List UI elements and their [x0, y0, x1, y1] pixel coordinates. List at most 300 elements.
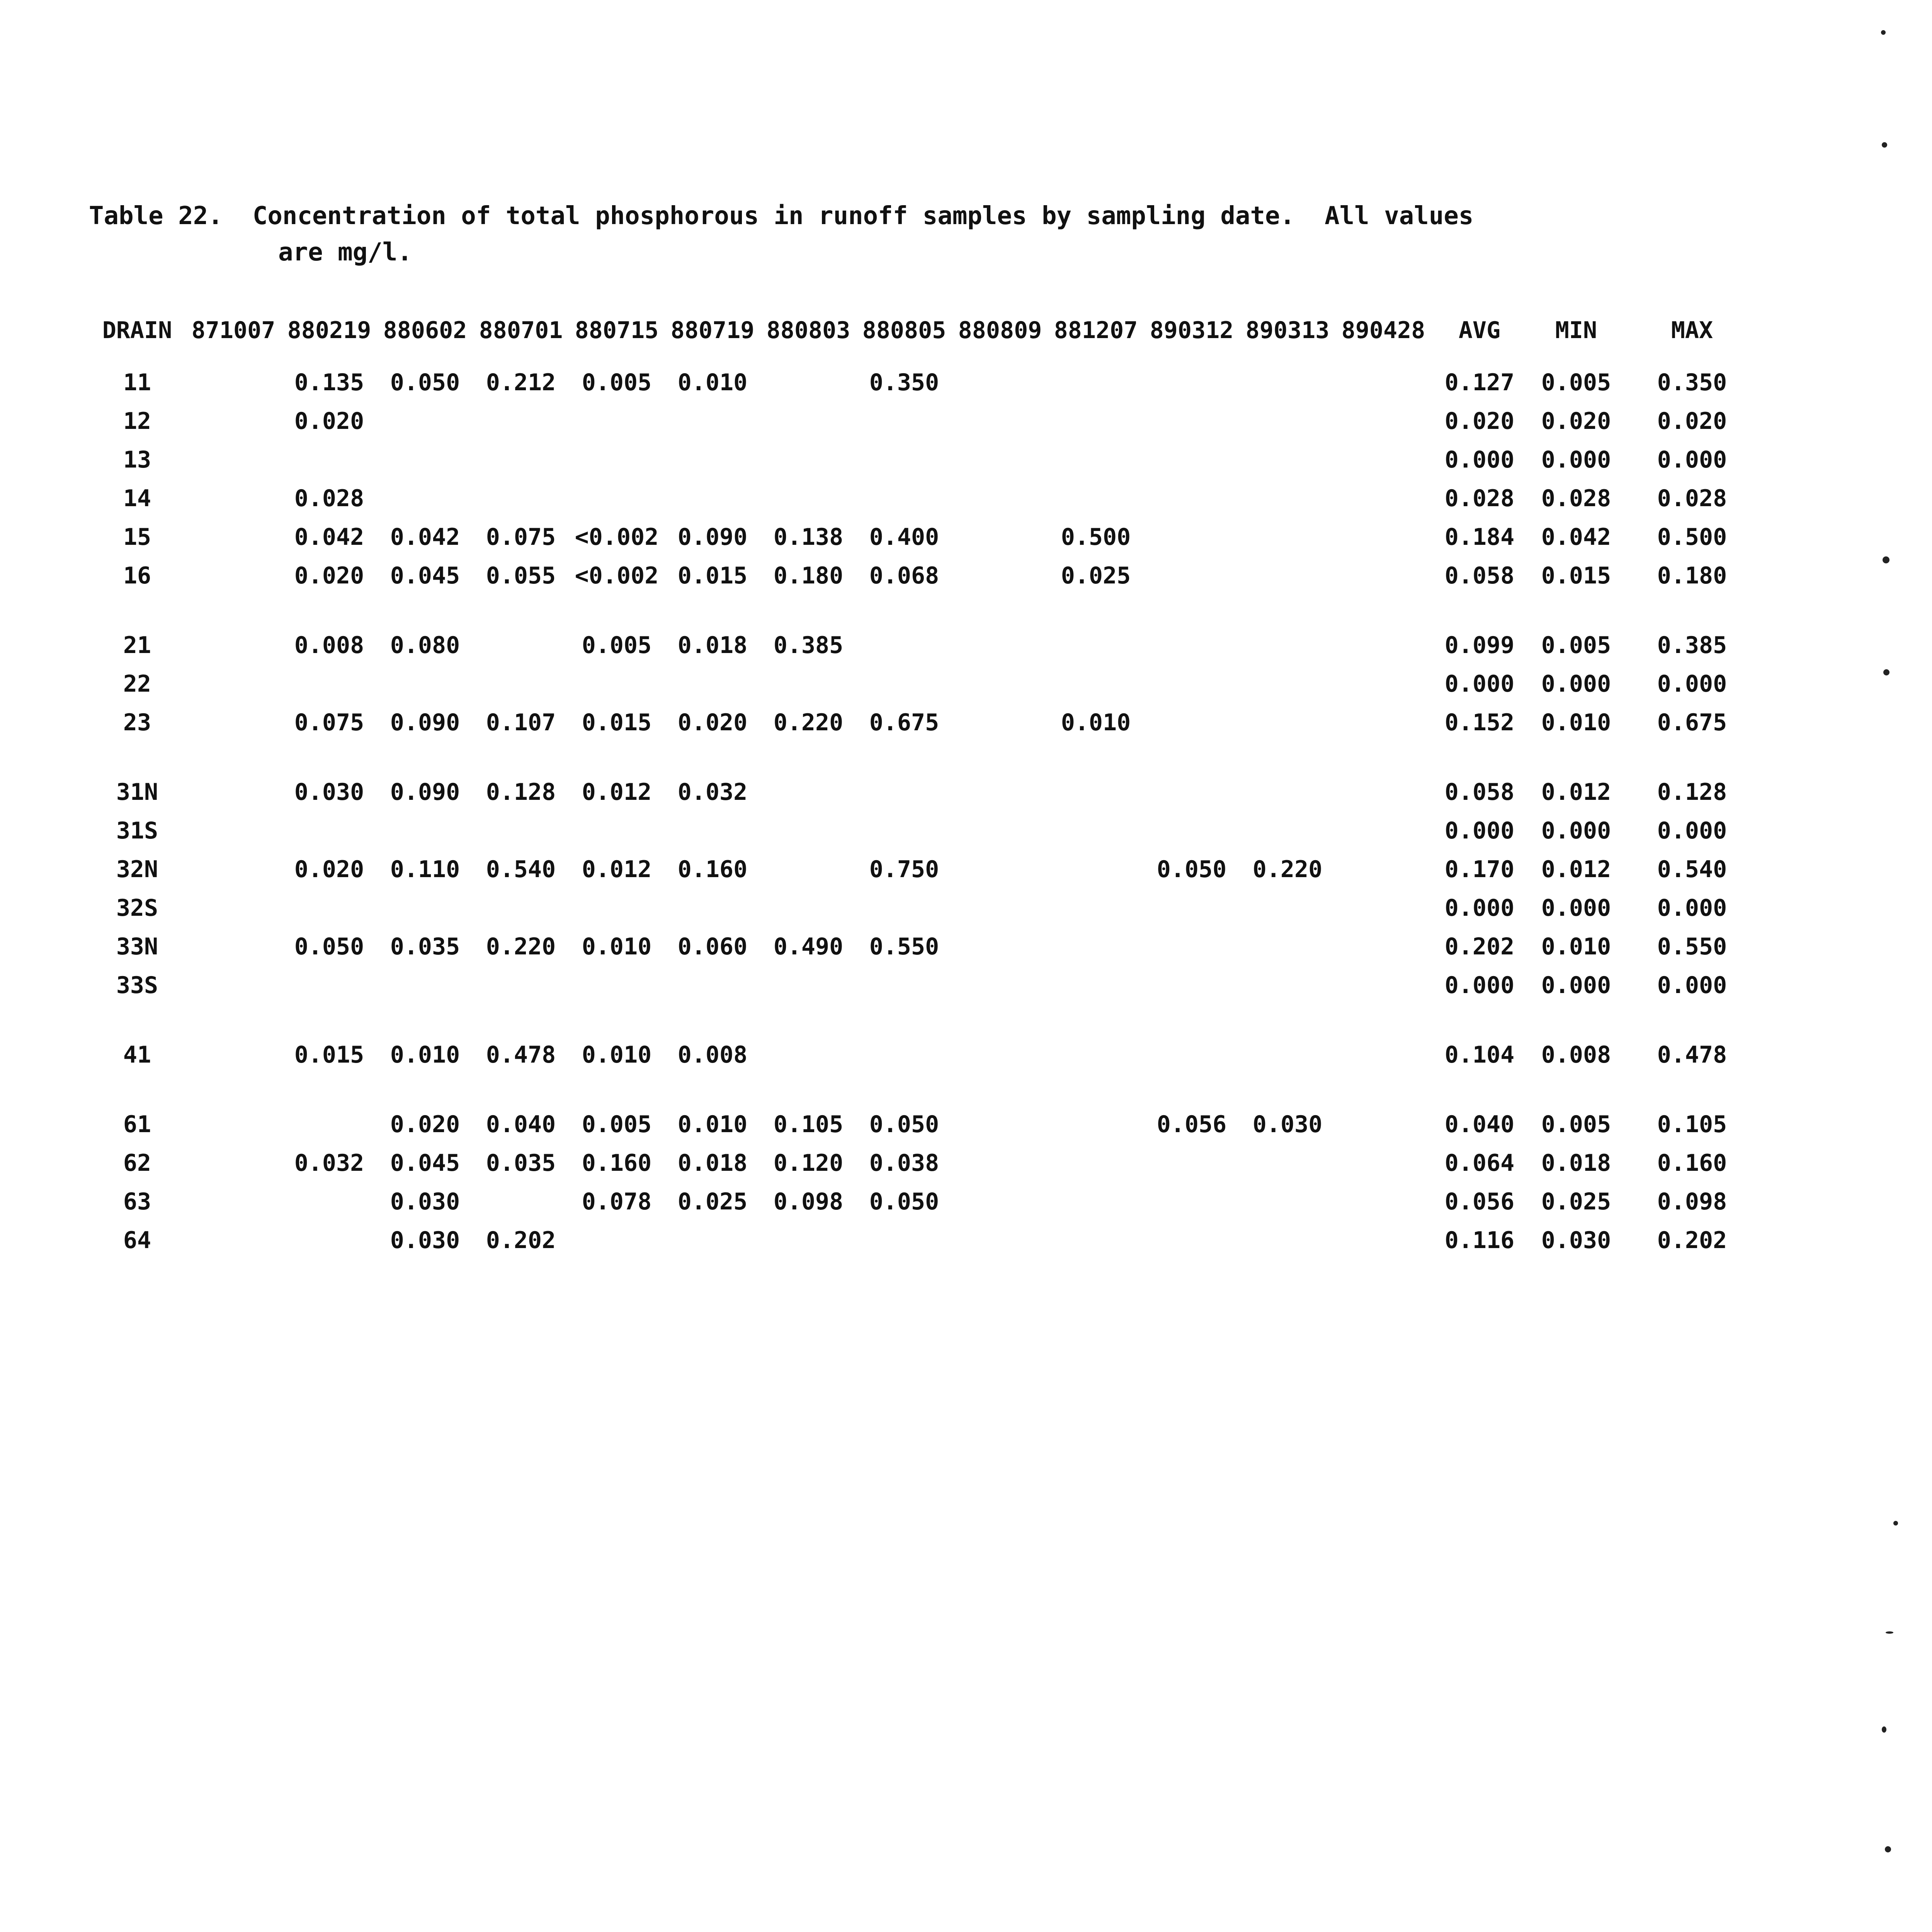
table-row — [89, 927, 1760, 966]
drain-id-cell: 11 — [123, 369, 151, 396]
value-cell — [856, 479, 952, 518]
value-cell: 0.180 — [773, 562, 844, 589]
value-cell: 0.000 — [1444, 446, 1515, 473]
value-cell — [185, 966, 281, 1005]
value-cell: 0.050 — [869, 1188, 939, 1215]
value-cell: 0.010 — [582, 1041, 652, 1068]
value-cell: 0.010 — [390, 1041, 460, 1068]
value-cell — [569, 966, 665, 1005]
value-cell — [1144, 966, 1240, 1005]
value-cell — [473, 1182, 569, 1221]
value-cell — [665, 402, 760, 440]
value-cell — [185, 626, 281, 665]
value-cell — [473, 966, 569, 1005]
scan-speck — [1885, 1846, 1891, 1852]
value-cell: 0.090 — [677, 524, 748, 551]
column-header-890312: 890312 — [1150, 317, 1234, 344]
value-cell — [760, 811, 856, 850]
value-cell: 0.105 — [1657, 1111, 1727, 1138]
value-cell — [1144, 773, 1240, 811]
value-cell — [1240, 665, 1335, 703]
value-cell — [952, 850, 1048, 889]
drain-id-cell: 33N — [116, 933, 158, 960]
value-cell — [1335, 966, 1431, 1005]
value-cell — [569, 811, 665, 850]
value-cell: 0.110 — [390, 856, 460, 883]
value-cell — [1240, 440, 1335, 479]
value-cell — [1048, 927, 1144, 966]
scan-speck — [1881, 30, 1886, 35]
value-cell — [1144, 889, 1240, 927]
value-cell: 0.025 — [1541, 1188, 1611, 1215]
value-cell: 0.068 — [869, 562, 939, 589]
value-cell — [281, 1105, 377, 1144]
value-cell — [952, 1036, 1048, 1074]
spacer-cell — [89, 742, 1760, 773]
value-cell — [377, 889, 473, 927]
value-cell — [185, 1221, 281, 1260]
value-cell — [1048, 889, 1144, 927]
value-cell: 0.120 — [773, 1150, 844, 1177]
value-cell — [1240, 1144, 1335, 1182]
value-cell — [473, 626, 569, 665]
column-header-880809: 880809 — [958, 317, 1042, 344]
value-cell: 0.018 — [1541, 1150, 1611, 1177]
value-cell: 0.202 — [1444, 933, 1515, 960]
value-cell: 0.500 — [1061, 524, 1131, 551]
value-cell: 0.010 — [1541, 933, 1611, 960]
value-cell: 0.038 — [869, 1150, 939, 1177]
scan-speck — [1886, 1631, 1893, 1634]
value-cell — [952, 479, 1048, 518]
scan-speck — [1883, 669, 1889, 675]
value-cell: 0.104 — [1444, 1041, 1515, 1068]
table-row — [89, 889, 1760, 927]
value-cell — [665, 440, 760, 479]
value-cell: 0.212 — [486, 369, 556, 396]
value-cell — [1240, 1036, 1335, 1074]
scan-speck — [1893, 1521, 1898, 1526]
value-cell — [377, 811, 473, 850]
value-cell — [856, 1221, 952, 1260]
spacer-cell — [89, 1074, 1760, 1105]
value-cell: 0.056 — [1444, 1188, 1515, 1215]
value-cell: 0.032 — [294, 1150, 364, 1177]
value-cell: 0.000 — [1657, 817, 1727, 844]
column-header-880602: 880602 — [383, 317, 467, 344]
value-cell — [665, 665, 760, 703]
value-cell: 0.152 — [1444, 709, 1515, 736]
table-row — [89, 850, 1760, 889]
value-cell — [185, 440, 281, 479]
value-cell — [569, 440, 665, 479]
value-cell — [281, 1182, 377, 1221]
value-cell — [377, 440, 473, 479]
scan-speck — [1882, 142, 1887, 148]
value-cell — [1048, 1144, 1144, 1182]
value-cell — [760, 1221, 856, 1260]
value-cell: 0.020 — [390, 1111, 460, 1138]
value-cell — [1335, 773, 1431, 811]
column-header-880701: 880701 — [479, 317, 563, 344]
value-cell: 0.005 — [1541, 632, 1611, 659]
value-cell — [377, 479, 473, 518]
value-cell — [1144, 927, 1240, 966]
value-cell — [760, 966, 856, 1005]
drain-id-cell: 12 — [123, 408, 151, 435]
value-cell — [1240, 626, 1335, 665]
value-cell — [760, 402, 856, 440]
value-cell: 0.160 — [582, 1150, 652, 1177]
value-cell — [185, 850, 281, 889]
drain-id-cell: 14 — [123, 485, 151, 512]
value-cell — [185, 773, 281, 811]
value-cell: 0.750 — [869, 856, 939, 883]
value-cell — [185, 402, 281, 440]
value-cell — [952, 1144, 1048, 1182]
value-cell — [281, 889, 377, 927]
value-cell — [1240, 773, 1335, 811]
value-cell — [1240, 811, 1335, 850]
column-header-min: MIN — [1555, 317, 1597, 344]
drain-id-cell: 63 — [123, 1188, 151, 1215]
value-cell: 0.675 — [869, 709, 939, 736]
column-header-880219: 880219 — [287, 317, 371, 344]
value-cell — [952, 665, 1048, 703]
value-cell: 0.030 — [390, 1227, 460, 1254]
value-cell: 0.045 — [390, 1150, 460, 1177]
drain-id-cell: 32N — [116, 856, 158, 883]
value-cell — [1048, 1105, 1144, 1144]
value-cell — [856, 889, 952, 927]
value-cell: 0.008 — [294, 632, 364, 659]
column-header-avg: AVG — [1458, 317, 1501, 344]
value-cell: 0.000 — [1444, 817, 1515, 844]
value-cell — [665, 966, 760, 1005]
value-cell: 0.128 — [1657, 779, 1727, 806]
column-header-880803: 880803 — [766, 317, 850, 344]
value-cell — [569, 402, 665, 440]
value-cell — [569, 479, 665, 518]
column-header-880805: 880805 — [862, 317, 946, 344]
value-cell: 0.012 — [582, 779, 652, 806]
value-cell: 0.020 — [1541, 408, 1611, 435]
value-cell — [473, 811, 569, 850]
value-cell: 0.040 — [1444, 1111, 1515, 1138]
value-cell: 0.075 — [486, 524, 556, 551]
value-cell — [856, 1036, 952, 1074]
value-cell — [665, 1221, 760, 1260]
value-cell — [952, 811, 1048, 850]
table-row — [89, 1182, 1760, 1221]
value-cell: 0.030 — [1252, 1111, 1323, 1138]
value-cell — [1048, 440, 1144, 479]
value-cell: 0.098 — [1657, 1188, 1727, 1215]
value-cell: 0.035 — [390, 933, 460, 960]
value-cell: 0.012 — [1541, 856, 1611, 883]
value-cell — [1144, 703, 1240, 742]
value-cell: 0.008 — [677, 1041, 748, 1068]
value-cell: 0.050 — [390, 369, 460, 396]
value-cell: 0.160 — [1657, 1150, 1727, 1177]
value-cell — [185, 556, 281, 595]
value-cell — [1048, 402, 1144, 440]
value-cell: 0.008 — [1541, 1041, 1611, 1068]
value-cell — [952, 1105, 1048, 1144]
value-cell: 0.000 — [1657, 895, 1727, 922]
value-cell — [1144, 363, 1240, 402]
value-cell — [185, 889, 281, 927]
value-cell — [665, 479, 760, 518]
value-cell — [760, 363, 856, 402]
value-cell: 0.000 — [1444, 972, 1515, 999]
value-cell: 0.540 — [486, 856, 556, 883]
value-cell: 0.020 — [1444, 408, 1515, 435]
table-row — [89, 556, 1760, 595]
value-cell — [1335, 556, 1431, 595]
value-cell — [760, 850, 856, 889]
value-cell: 0.385 — [773, 632, 844, 659]
value-cell: 0.010 — [1061, 709, 1131, 736]
column-header-881207: 881207 — [1054, 317, 1138, 344]
value-cell — [377, 966, 473, 1005]
drain-id-cell: 32S — [116, 895, 158, 922]
value-cell — [952, 626, 1048, 665]
drain-id-cell: 15 — [123, 524, 151, 551]
value-cell: 0.030 — [294, 779, 364, 806]
value-cell: 0.042 — [390, 524, 460, 551]
value-cell — [1048, 811, 1144, 850]
value-cell: 0.078 — [582, 1188, 652, 1215]
value-cell — [1335, 850, 1431, 889]
value-cell: 0.010 — [677, 1111, 748, 1138]
value-cell — [760, 773, 856, 811]
table-row — [89, 440, 1760, 479]
value-cell: 0.350 — [869, 369, 939, 396]
value-cell — [856, 966, 952, 1005]
table-row — [89, 518, 1760, 556]
drain-id-cell: 21 — [123, 632, 151, 659]
value-cell: 0.220 — [1252, 856, 1323, 883]
value-cell — [952, 518, 1048, 556]
value-cell: 0.000 — [1541, 670, 1611, 697]
table-caption — [89, 198, 1519, 270]
value-cell: 0.035 — [486, 1150, 556, 1177]
value-cell — [856, 773, 952, 811]
drain-id-cell: 22 — [123, 670, 151, 697]
value-cell — [856, 811, 952, 850]
value-cell: 0.385 — [1657, 632, 1727, 659]
value-cell: 0.105 — [773, 1111, 844, 1138]
table-row — [89, 1105, 1760, 1144]
value-cell: 0.010 — [1541, 709, 1611, 736]
group-spacer — [89, 595, 1760, 626]
value-cell: 0.202 — [486, 1227, 556, 1254]
value-cell — [473, 889, 569, 927]
value-cell: 0.015 — [294, 1041, 364, 1068]
value-cell: 0.020 — [294, 562, 364, 589]
value-cell — [856, 665, 952, 703]
value-cell — [952, 402, 1048, 440]
value-cell — [281, 811, 377, 850]
value-cell: 0.202 — [1657, 1227, 1727, 1254]
value-cell — [1144, 479, 1240, 518]
table-row — [89, 1036, 1760, 1074]
value-cell — [185, 1144, 281, 1182]
value-cell — [1240, 966, 1335, 1005]
value-cell — [1335, 479, 1431, 518]
table-row — [89, 811, 1760, 850]
value-cell: 0.000 — [1541, 446, 1611, 473]
column-header-880719: 880719 — [670, 317, 755, 344]
value-cell: 0.020 — [294, 856, 364, 883]
column-header-890428: 890428 — [1341, 317, 1425, 344]
value-cell — [1335, 665, 1431, 703]
value-cell: 0.180 — [1657, 562, 1727, 589]
value-cell: 0.064 — [1444, 1150, 1515, 1177]
value-cell: 0.080 — [390, 632, 460, 659]
value-cell: 0.478 — [486, 1041, 556, 1068]
value-cell: 0.005 — [1541, 1111, 1611, 1138]
drain-id-cell: 31N — [116, 779, 158, 806]
value-cell — [1335, 626, 1431, 665]
drain-id-cell: 64 — [123, 1227, 151, 1254]
caption-line-2: are mg/l. — [278, 238, 412, 267]
value-cell — [952, 440, 1048, 479]
value-cell: 0.042 — [294, 524, 364, 551]
value-cell — [569, 1221, 665, 1260]
drain-id-cell: 41 — [123, 1041, 151, 1068]
value-cell: 0.018 — [677, 632, 748, 659]
caption-line-1: Table 22. Concentration of total phosphorous in runoff samples by sampling date. All values — [89, 202, 1474, 230]
value-cell — [1240, 479, 1335, 518]
value-cell — [952, 773, 1048, 811]
value-cell — [1335, 1036, 1431, 1074]
value-cell — [1335, 889, 1431, 927]
value-cell — [1048, 626, 1144, 665]
value-cell: 0.478 — [1657, 1041, 1727, 1068]
value-cell: 0.050 — [294, 933, 364, 960]
value-cell — [1335, 1182, 1431, 1221]
drain-id-cell: 33S — [116, 972, 158, 999]
value-cell — [1240, 1182, 1335, 1221]
value-cell: 0.000 — [1541, 895, 1611, 922]
value-cell — [1144, 518, 1240, 556]
value-cell — [1240, 556, 1335, 595]
value-cell: 0.000 — [1657, 972, 1727, 999]
value-cell — [569, 889, 665, 927]
value-cell: 0.005 — [582, 1111, 652, 1138]
value-cell: 0.005 — [1541, 369, 1611, 396]
value-cell: 0.005 — [582, 369, 652, 396]
value-cell: 0.050 — [869, 1111, 939, 1138]
value-cell: 0.028 — [1541, 485, 1611, 512]
value-cell — [1240, 927, 1335, 966]
value-cell: 0.028 — [1657, 485, 1727, 512]
scan-speck — [1883, 556, 1889, 563]
value-cell: 0.675 — [1657, 709, 1727, 736]
value-cell: 0.010 — [677, 369, 748, 396]
value-cell: 0.550 — [1657, 933, 1727, 960]
value-cell — [952, 703, 1048, 742]
value-cell — [760, 479, 856, 518]
value-cell: 0.090 — [390, 709, 460, 736]
drain-id-cell: 16 — [123, 562, 151, 589]
value-cell — [1048, 1221, 1144, 1260]
column-header-871007: 871007 — [191, 317, 276, 344]
value-cell: 0.042 — [1541, 524, 1611, 551]
group-spacer — [89, 1005, 1760, 1036]
value-cell — [1144, 811, 1240, 850]
column-header-drain: DRAIN — [102, 317, 172, 344]
value-cell: 0.138 — [773, 524, 844, 551]
value-cell — [473, 479, 569, 518]
value-cell: 0.045 — [390, 562, 460, 589]
value-cell: 0.170 — [1444, 856, 1515, 883]
value-cell — [1240, 402, 1335, 440]
value-cell — [665, 889, 760, 927]
table-row — [89, 966, 1760, 1005]
value-cell — [1335, 518, 1431, 556]
value-cell — [1144, 1036, 1240, 1074]
value-cell: 0.160 — [677, 856, 748, 883]
value-cell: 0.056 — [1156, 1111, 1227, 1138]
spacer-cell — [89, 595, 1760, 626]
value-cell — [1048, 363, 1144, 402]
drain-id-cell: 61 — [123, 1111, 151, 1138]
value-cell — [185, 927, 281, 966]
value-cell: 0.184 — [1444, 524, 1515, 551]
value-cell — [952, 363, 1048, 402]
value-cell — [856, 440, 952, 479]
value-cell — [185, 1182, 281, 1221]
value-cell: 0.028 — [1444, 485, 1515, 512]
value-cell — [952, 1221, 1048, 1260]
value-cell: 0.025 — [677, 1188, 748, 1215]
phosphorous-table — [89, 317, 1760, 1260]
value-cell: 0.050 — [1156, 856, 1227, 883]
value-cell: 0.135 — [294, 369, 364, 396]
value-cell: 0.030 — [390, 1188, 460, 1215]
value-cell — [569, 665, 665, 703]
value-cell — [1335, 1221, 1431, 1260]
table-row — [89, 626, 1760, 665]
value-cell: 0.107 — [486, 709, 556, 736]
group-spacer — [89, 1074, 1760, 1105]
value-cell — [1144, 402, 1240, 440]
column-header-max: MAX — [1671, 317, 1713, 344]
value-cell — [760, 889, 856, 927]
value-cell: 0.030 — [1541, 1227, 1611, 1254]
value-cell: 0.116 — [1444, 1227, 1515, 1254]
value-cell: 0.020 — [294, 408, 364, 435]
value-cell — [1144, 1144, 1240, 1182]
value-cell: 0.015 — [582, 709, 652, 736]
value-cell — [856, 626, 952, 665]
value-cell: 0.005 — [582, 632, 652, 659]
value-cell: 0.090 — [390, 779, 460, 806]
value-cell — [281, 966, 377, 1005]
value-cell: <0.002 — [575, 562, 659, 589]
value-cell: 0.020 — [1657, 408, 1727, 435]
value-cell — [1048, 1182, 1144, 1221]
value-cell — [281, 665, 377, 703]
value-cell: 0.000 — [1541, 817, 1611, 844]
value-cell — [1144, 556, 1240, 595]
value-cell — [1048, 966, 1144, 1005]
value-cell: 0.490 — [773, 933, 844, 960]
value-cell — [185, 1105, 281, 1144]
